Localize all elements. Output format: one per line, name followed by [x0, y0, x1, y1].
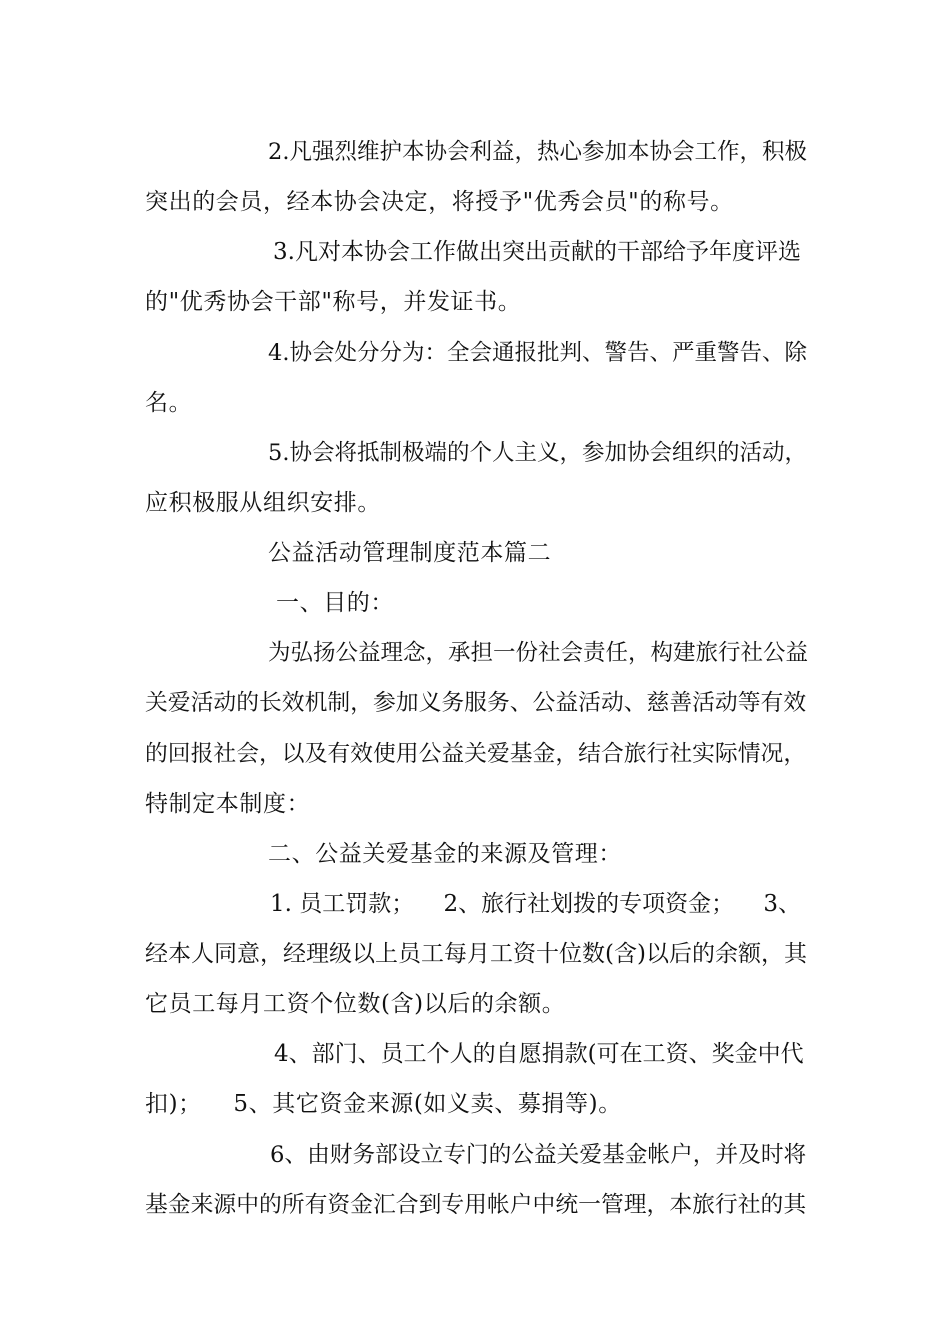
text-line: 特制定本制度： — [145, 791, 311, 817]
text-line: 应积极服从组织安排。 — [145, 490, 381, 516]
text-line: 5.协会将抵制极端的个人主义，参加协会组织的活动， — [268, 440, 807, 466]
text-line: 它员工每月工资个位数(含)以后的余额。 — [145, 991, 566, 1017]
text-line: 基金来源中的所有资金汇合到专用帐户中统一管理，本旅行社的其 — [145, 1192, 807, 1218]
text-line: 的"优秀协会干部"称号，并发证书。 — [145, 289, 522, 315]
text-line: 的回报社会，以及有效使用公益关爱基金，结合旅行社实际情况， — [145, 741, 807, 767]
section-heading: 公益活动管理制度范本篇二 — [268, 540, 552, 566]
text-line: 一、目的： — [276, 590, 394, 616]
text-line: 扣)； 5、其它资金来源(如义卖、募捐等)。 — [145, 1091, 622, 1117]
text-line: 2.凡强烈维护本协会利益，热心参加本协会工作，积极 — [268, 139, 807, 165]
text-line: 6、由财务部设立专门的公益关爱基金帐户，并及时将 — [270, 1142, 807, 1168]
text-line: 4.协会处分分为：全会通报批判、警告、严重警告、除 — [268, 340, 807, 366]
text-line: 经本人同意，经理级以上员工每月工资十位数(含)以后的余额，其 — [145, 941, 807, 967]
text-line: 1. 员工罚款； 2、旅行社划拨的专项资金； 3、 — [270, 891, 802, 917]
text-line: 3.凡对本协会工作做出突出贡献的干部给予年度评选 — [273, 239, 801, 265]
text-line: 4、部门、员工个人的自愿捐款(可在工资、奖金中代 — [274, 1041, 804, 1067]
text-line: 为弘扬公益理念，承担一份社会责任，构建旅行社公益 — [268, 640, 809, 666]
text-line: 名。 — [145, 390, 193, 416]
text-line: 突出的会员，经本协会决定，将授予"优秀会员"的称号。 — [145, 189, 734, 215]
text-line: 关爱活动的长效机制，参加义务服务、公益活动、慈善活动等有效 — [145, 690, 807, 716]
text-line: 二、公益关爱基金的来源及管理： — [268, 841, 622, 867]
